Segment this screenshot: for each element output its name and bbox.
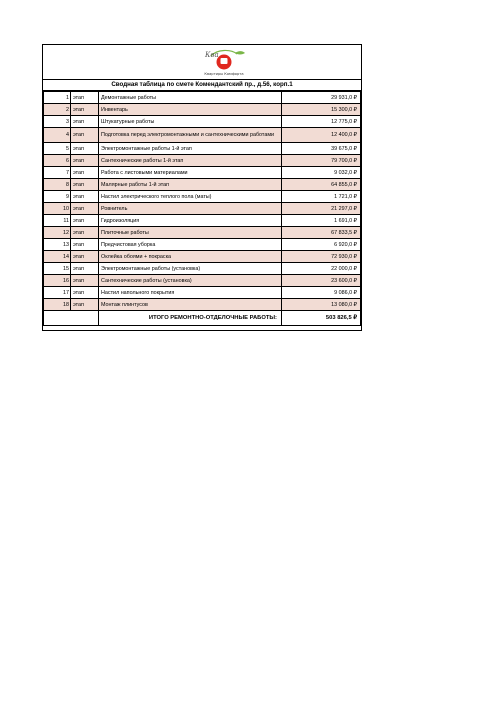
row-number: 5	[44, 143, 71, 155]
total-row	[44, 311, 361, 326]
row-number: 10	[44, 203, 71, 215]
row-number: 15	[44, 263, 71, 275]
table-row	[44, 263, 361, 275]
table-row	[44, 287, 361, 299]
row-work-name: Монтаж плинтусов	[99, 299, 282, 311]
row-work-name: Штукатурные работы	[99, 116, 282, 128]
row-cost: 13 080,0 ₽	[282, 299, 361, 311]
table-row	[44, 239, 361, 251]
estimate-rows	[44, 92, 361, 311]
row-number: 18	[44, 299, 71, 311]
table-row	[44, 275, 361, 287]
row-stage: этап	[71, 203, 99, 215]
row-work-name: Демонтажные работы	[99, 92, 282, 104]
row-work-name: Оклейка обоями + покраска	[99, 251, 282, 263]
table-row	[44, 104, 361, 116]
row-stage: этап	[71, 251, 99, 263]
row-number: 11	[44, 215, 71, 227]
table-row	[44, 167, 361, 179]
table-row	[44, 251, 361, 263]
table-row	[44, 299, 361, 311]
logo-area	[43, 45, 361, 80]
logo-text: Квартиры Комфорта	[204, 72, 244, 76]
row-stage: этап	[71, 167, 99, 179]
table-row	[44, 191, 361, 203]
table-row	[44, 179, 361, 191]
row-work-name: Сантехнические работы (установка)	[99, 275, 282, 287]
row-work-name: Малярные работы 1-й этап	[99, 179, 282, 191]
table-row	[44, 227, 361, 239]
row-cost: 12 775,0 ₽	[282, 116, 361, 128]
row-stage: этап	[71, 263, 99, 275]
row-work-name: Инвентарь	[99, 104, 282, 116]
row-stage: этап	[71, 104, 99, 116]
row-stage: этап	[71, 287, 99, 299]
table-row	[44, 155, 361, 167]
row-work-name: Плиточные работы	[99, 227, 282, 239]
row-stage: этап	[71, 128, 99, 143]
row-work-name: Настил электрического теплого пола (маты)	[99, 191, 282, 203]
row-cost: 23 600,0 ₽	[282, 275, 361, 287]
row-number: 13	[44, 239, 71, 251]
table-row	[44, 128, 361, 143]
sheet-bottom	[43, 326, 361, 330]
row-number: 14	[44, 251, 71, 263]
row-number: 2	[44, 104, 71, 116]
total-spacer	[71, 311, 99, 326]
row-number: 7	[44, 167, 71, 179]
row-number: 4	[44, 128, 71, 143]
row-stage: этап	[71, 215, 99, 227]
row-cost: 22 000,0 ₽	[282, 263, 361, 275]
row-stage: этап	[71, 155, 99, 167]
row-stage: этап	[71, 92, 99, 104]
estimate-sheet	[42, 44, 362, 331]
row-work-name: Ровнитель	[99, 203, 282, 215]
row-cost: 9 086,0 ₽	[282, 287, 361, 299]
row-work-name: Работа с листовыми материалами	[99, 167, 282, 179]
table-row	[44, 143, 361, 155]
total-value: 503 826,5 ₽	[282, 311, 361, 326]
row-number: 9	[44, 191, 71, 203]
row-work-name: Настил напольного покрытия	[99, 287, 282, 299]
estimate-table	[43, 91, 361, 326]
row-cost: 72 930,0 ₽	[282, 251, 361, 263]
row-number: 8	[44, 179, 71, 191]
row-cost: 21 297,0 ₽	[282, 203, 361, 215]
total-spacer	[44, 311, 71, 326]
table-row	[44, 203, 361, 215]
row-stage: этап	[71, 143, 99, 155]
sheet-title: Сводная таблица по смете Комендантский пр., д.56, корп.1	[43, 80, 361, 91]
row-stage: этап	[71, 239, 99, 251]
row-work-name: Гидроизоляция	[99, 215, 282, 227]
row-work-name: Подготовка перед электромонтажными и сантехническими работами	[99, 128, 282, 143]
row-cost: 9 032,0 ₽	[282, 167, 361, 179]
row-cost: 15 300,0 ₽	[282, 104, 361, 116]
row-cost: 79 700,0 ₽	[282, 155, 361, 167]
row-work-name: Электромонтажные работы 1-й этап	[99, 143, 282, 155]
svg-text:Ква: Ква	[205, 51, 219, 59]
row-work-name: Предчистовая уборка	[99, 239, 282, 251]
row-stage: этап	[71, 227, 99, 239]
total-label: ИТОГО РЕМОНТНО-ОТДЕЛОЧНЫЕ РАБОТЫ:	[99, 311, 282, 326]
row-number: 3	[44, 116, 71, 128]
row-stage: этап	[71, 191, 99, 203]
table-row	[44, 92, 361, 104]
row-cost: 1 691,0 ₽	[282, 215, 361, 227]
row-cost: 64 855,0 ₽	[282, 179, 361, 191]
row-stage: этап	[71, 116, 99, 128]
row-cost: 67 833,5 ₽	[282, 227, 361, 239]
row-cost: 29 931,0 ₽	[282, 92, 361, 104]
row-cost: 1 721,0 ₽	[282, 191, 361, 203]
row-number: 1	[44, 92, 71, 104]
company-logo	[191, 47, 257, 77]
row-number: 12	[44, 227, 71, 239]
row-cost: 39 675,0 ₽	[282, 143, 361, 155]
row-number: 16	[44, 275, 71, 287]
row-stage: этап	[71, 275, 99, 287]
row-stage: этап	[71, 179, 99, 191]
row-cost: 12 400,0 ₽	[282, 128, 361, 143]
row-stage: этап	[71, 299, 99, 311]
table-row	[44, 215, 361, 227]
row-work-name: Электромонтажные работы (установка)	[99, 263, 282, 275]
row-number: 17	[44, 287, 71, 299]
row-work-name: Сантехнические работы 1-й этап	[99, 155, 282, 167]
row-cost: 6 920,0 ₽	[282, 239, 361, 251]
table-row	[44, 116, 361, 128]
row-number: 6	[44, 155, 71, 167]
